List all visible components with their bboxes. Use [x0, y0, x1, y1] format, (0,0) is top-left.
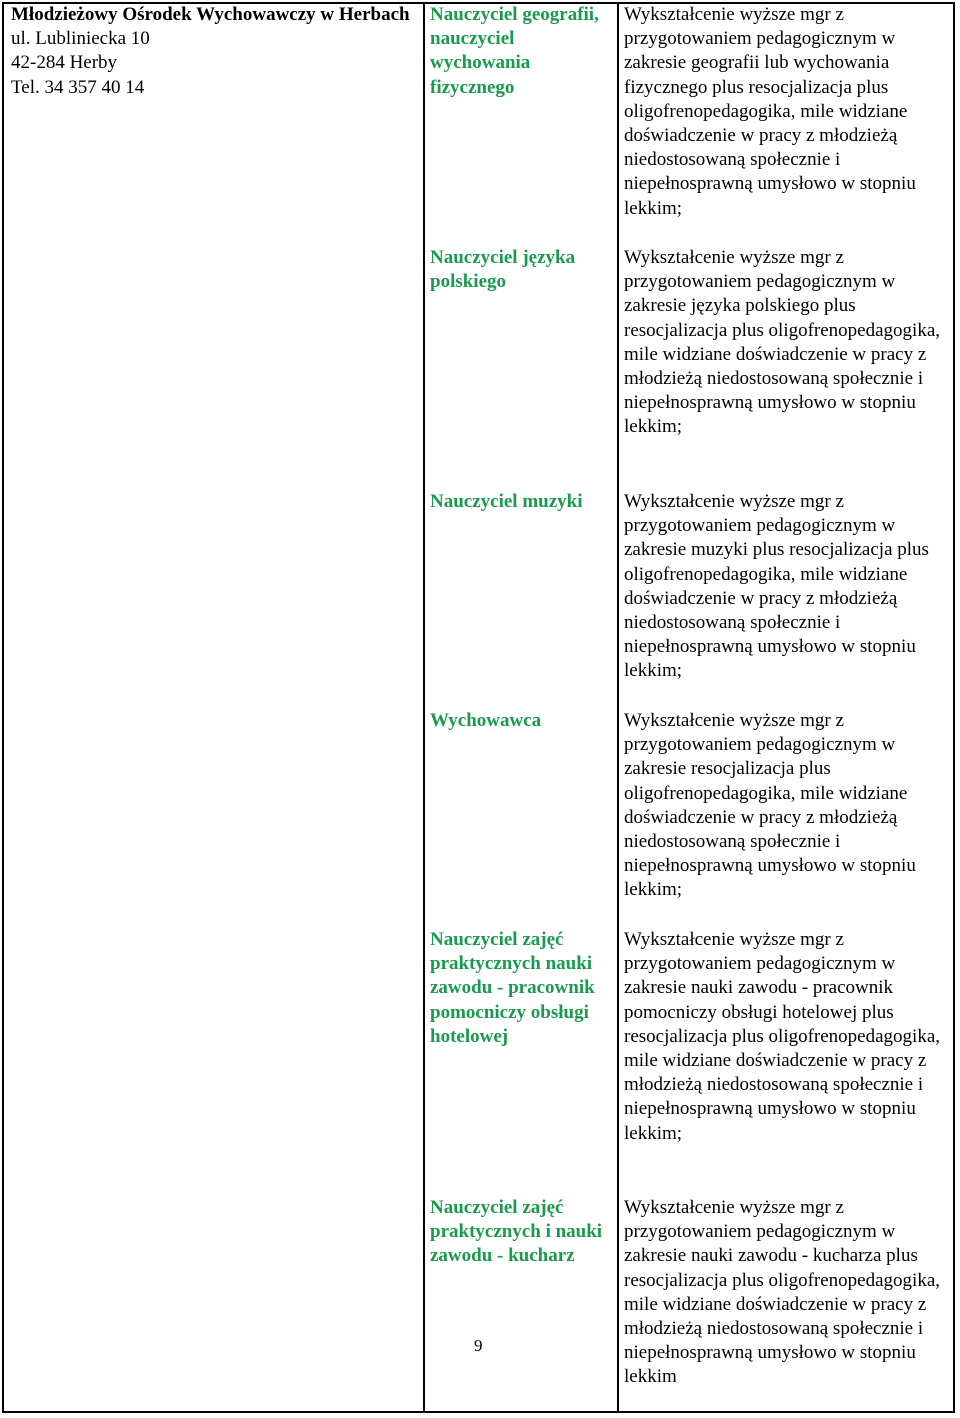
column-divider-2 [617, 2, 619, 1413]
requirements-cook: Wykształcenie wyższe mgr z przygotowaniem pedagogicznym w zakresie nauki zawodu - kucharza plus resocjalizacja plus oligofrenopedagogika, mile widziane doświadczenie w pracy z młodzieżą niedostosowaną społecznie i niepełnosprawną umysłowo w stopniu lekkim [624, 1197, 941, 1388]
page-number: 9 [474, 1336, 483, 1355]
requirements-music: Wykształcenie wyższe mgr z przygotowaniem pedagogicznym w zakresie muzyki plus resocjalizacja plus oligofrenopedagogika, mile widziane doświadczenie w pracy z młodzieżą niedostosowaną społecznie i niepełnosprawną umysłowo w stopniu lekkim; [624, 491, 929, 682]
school-street: ul. Lubliniecka 10 [11, 28, 150, 50]
position-music: Nauczyciel muzyki [430, 491, 583, 512]
school-city: 42-284 Herby [11, 52, 118, 74]
position-educator: Wychowawca [430, 710, 542, 731]
position-hotel-service: Nauczyciel zajęć praktycznych nauki zawodu - pracownik pomocniczy obsługi hotelowej [430, 929, 595, 1047]
requirements-geography-pe: Wykształcenie wyższe mgr z przygotowaniem pedagogicznym w zakresie geografii lub wychowania fizycznego plus resocjalizacja plus oligofrenopedagogika, mile widziane doświadczenie w pracy z młodzieżą niedostosowaną społecznie i niepełnosprawną umysłowo w stopniu lekkim; [624, 4, 916, 219]
position-cook: Nauczyciel zajęć praktycznych i nauki zawodu - kucharz [430, 1197, 603, 1267]
position-geography-pe: Nauczyciel geografii, nauczyciel wychowania fizycznego [430, 4, 599, 98]
school-phone: Tel. 34 357 40 14 [11, 76, 145, 98]
column-divider-1 [423, 2, 425, 1413]
school-name: Młodzieżowy Ośrodek Wychowawczy w Herbach [11, 4, 410, 25]
requirements-hotel-service: Wykształcenie wyższe mgr z przygotowaniem pedagogicznym w zakresie nauki zawodu - pracownik pomocniczy obsługi hotelowej plus resocjalizacja plus oligofrenopedagogika, mile widziane doświadczenie w pracy z młodzieżą niedostosowaną społecznie i niepełnosprawną umysłowo w stopniu lekkim; [624, 929, 941, 1144]
requirements-educator: Wykształcenie wyższe mgr z przygotowaniem pedagogicznym w zakresie resocjalizacja plus oligofrenopedagogika, mile widziane doświadczenie w pracy z młodzieżą niedostosowaną społecznie i niepełnosprawną umysłowo w stopniu lekkim; [624, 710, 916, 901]
position-polish: Nauczyciel języka polskiego [430, 247, 576, 293]
school-info [11, 3, 411, 100]
requirements-polish: Wykształcenie wyższe mgr z przygotowaniem pedagogicznym w zakresie języka polskiego plus resocjalizacja plus oligofrenopedagogika, mile widziane doświadczenie w pracy z młodzieżą niedostosowaną społecznie i niepełnosprawną umysłowo w stopniu lekkim; [624, 247, 941, 438]
